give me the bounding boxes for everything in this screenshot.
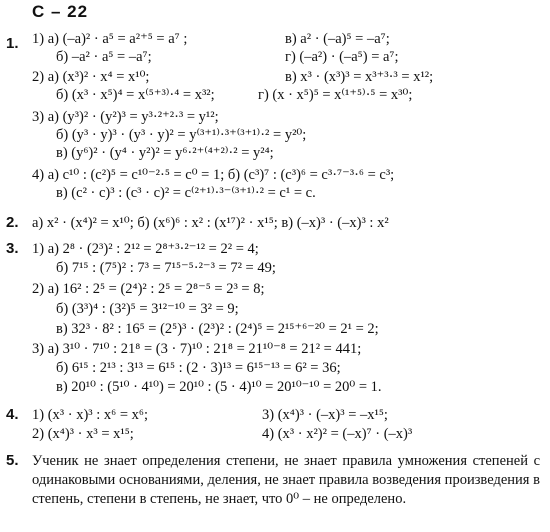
task-number-2: 2. [6,214,19,231]
task-3-line: б) 7¹⁵ : (7⁵)² : 7³ = 7¹⁵⁻⁵·²⁻³ = 7² = 49; [56,260,276,276]
task-3-line: 1) а) 2⁸ · (2³)² : 2¹² = 2⁸⁺³·²⁻¹² = 2² = 4; [32,241,259,257]
task-1-line: в) а² · (–а)⁵ = –а⁷; [285,31,390,47]
task-3-line: в) 20¹⁰ : (5¹⁰ · 4¹⁰) = 20¹⁰ : (5 · 4)¹⁰ = 20¹⁰⁻¹⁰ = 20⁰ = 1. [56,379,382,395]
task-3-line: б) 6¹⁵ : 2¹³ : 3¹³ = 6¹⁵ : (2 · 3)¹³ = 6¹⁵⁻¹³ = 6² = 36; [56,360,341,376]
task-2-line: а) х² · (х⁴)² = х¹⁰; б) (х⁶)⁶ : х² : (х¹⁷)² · х¹⁵; в) (–х)³ · (–х)³ : х² [32,215,389,231]
task-1-line: в) х³ · (х³)³ = х³⁺³·³ = х¹²; [285,69,434,85]
task-1-line: 4) а) с¹⁰ : (с²)⁵ = с¹⁰⁻²·⁵ = с⁰ = 1; б) (с³)⁷ : (с³)⁶ = с³·⁷⁻³·⁶ = с³; [32,167,395,183]
task-number-4: 4. [6,406,19,423]
task-5-text: Ученик не знает определения степени, не знает правила умножения степеней с одинаковыми основаниями, деления, не знает правила возведения произведения в степень, степени в степень, не знает, что 0⁰ – не определено. [32,453,540,507]
task-1-line: б) (х³ · х⁵)⁴ = х⁽⁵⁺³⁾·⁴ = х³²; [56,87,215,103]
task-3-line: 2) а) 16² : 2⁵ = (2⁴)² : 2⁵ = 2⁸⁻⁵ = 2³ = 8; [32,281,265,297]
page-title: С – 22 [32,2,89,21]
task-4-line: 3) (х⁴)³ · (–х)³ = –х¹⁵; [262,407,388,423]
task-4-line: 4) (х³ · х²)² = (–х)⁷ · (–х)³ [262,426,413,442]
task-3-line: в) 32³ · 8² : 16⁵ = (2⁵)³ · (2³)² : (2⁴)⁵ = 2¹⁵⁺⁶⁻²⁰ = 2¹ = 2; [56,321,379,337]
task-1-line: б) –а² · а⁵ = –а⁷; [56,49,152,65]
task-4-line: 1) (х³ · х)³ : х⁶ = х⁶; [32,407,148,423]
task-4-line: 2) (х⁴)³ · х³ = х¹⁵; [32,426,134,442]
task-1-line: 1) а) (–а)² · а⁵ = а²⁺⁵ = а⁷ ; [32,31,188,47]
task-1-line: в) (с² · с)³ : (с³ · с)² = с⁽²⁺¹⁾·³⁻⁽³⁺¹⁾·² = с¹ = с. [56,185,316,201]
task-3-line: б) (3³)⁴ : (3²)⁵ = 3¹²⁻¹⁰ = 3² = 9; [56,301,239,317]
task-number-3: 3. [6,240,19,257]
task-number-1: 1. [6,35,19,52]
task-1-line: 2) а) (х³)² · х⁴ = х¹⁰; [32,69,150,85]
task-3-line: 3) а) 3¹⁰ · 7¹⁰ : 21⁸ = (3 · 7)¹⁰ : 21⁸ = 21¹⁰⁻⁸ = 21² = 441; [32,341,362,357]
task-number-5: 5. [6,452,19,469]
task-1-line: 3) а) (у³)² · (у²)³ = у³·²⁺²·³ = у¹²; [32,109,219,125]
task-1-line: б) (у³ · у)³ · (у³ · у)² = у⁽³⁺¹⁾·³⁺⁽³⁺¹⁾·² = у²⁰; [56,127,307,143]
task-1-line: в) (у⁶)² · (у⁴ · у²)² = у⁶·²⁺⁽⁴⁺²⁾·² = у²⁴; [56,145,274,161]
task-1-line: г) (–а²) · (–а⁵) = а⁷; [285,49,399,65]
task-1-line: г) (х · х⁵)⁵ = х⁽¹⁺⁵⁾·⁵ = х³⁰; [258,87,413,103]
